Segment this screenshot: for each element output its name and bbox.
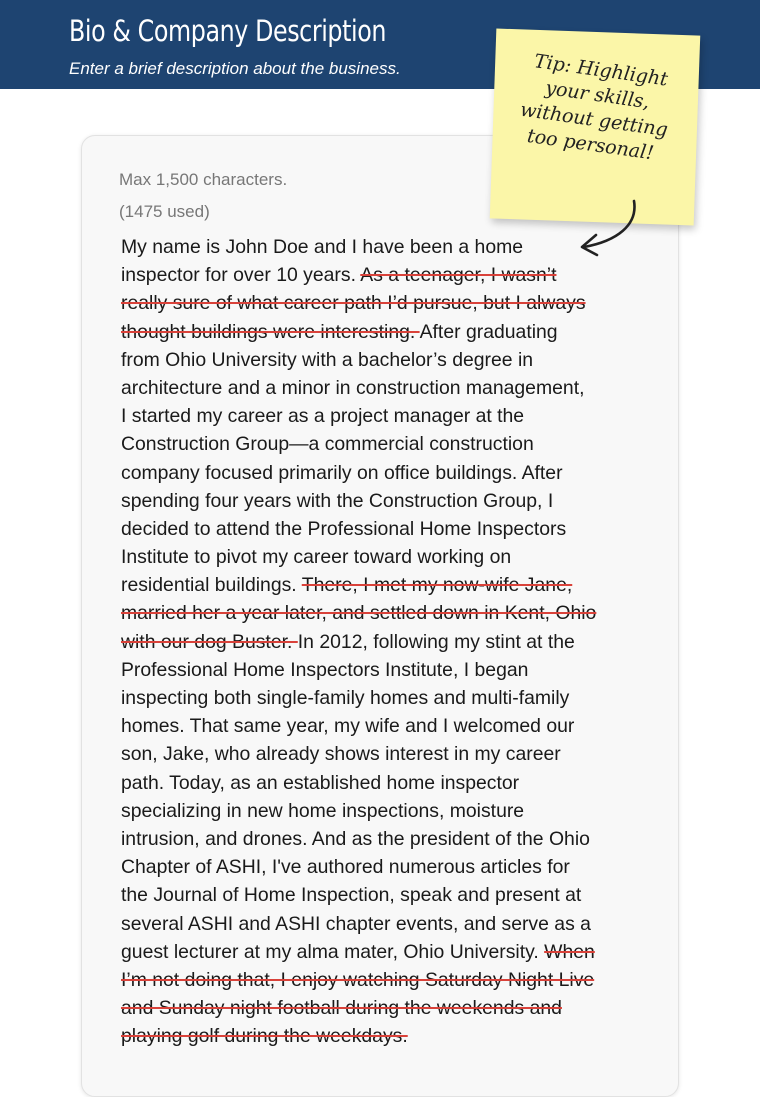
sticky-note-text: Tip: Highlight your skills, without getting too personal! [518,50,670,165]
struck-text: There, I met my now-wife Jane, [301,574,573,597]
bio-line [121,261,651,289]
bio-line [121,656,651,684]
bio-line [121,515,651,543]
struck-text: thought buildings were interesting. [121,320,420,343]
bio-text-segment: Professional Home Inspectors Institute, I began [121,658,529,681]
bio-line [121,459,651,487]
bio-text-segment: Institute to pivot my career toward working on [121,546,512,569]
page-subtitle: Enter a brief description about the business. [69,59,401,78]
bio-line [121,740,651,768]
bio-line [121,712,651,740]
bio-line [121,346,651,374]
curved-arrow-icon [572,195,652,260]
struck-text: with our dog Buster. [121,630,298,653]
bio-text-segment: residential buildings. [121,574,302,597]
bio-line [121,543,651,571]
bio-line [121,289,651,317]
bio-text-segment: company focused primarily on office buildings. After [121,461,563,484]
bio-text-segment: Chapter of ASHI, I've authored numerous articles for [121,856,570,879]
bio-text-segment: path. Today, as an established home inspector [121,771,520,794]
bio-text-segment: My name is John Doe and I have been a home [121,236,524,258]
bio-line [121,994,651,1022]
bio-text-segment: architecture and a minor in construction management, [121,376,585,399]
bio-text-segment: guest lecturer at my alma mater, Ohio University. [121,940,545,963]
bio-text-segment: son, Jake, who already shows interest in my career [121,743,561,766]
char-count-label: (1475 used) [119,202,210,221]
bio-line [121,910,651,938]
struck-text: married her a year later, and settled down in Kent, Ohio [121,602,597,625]
bio-text-segment: inspector for over 10 years. [121,264,361,287]
bio-text-segment: specializing in new home inspections, moisture [121,799,525,822]
bio-line [121,430,651,458]
bio-text-segment: homes. That same year, my wife and I welcomed our [121,715,575,738]
bio-text-segment: Construction Group—a commercial construction [121,433,534,456]
bio-text-segment: intrusion, and drones. And as the president of the Ohio [121,827,590,850]
bio-text-segment: several ASHI and ASHI chapter events, and serve as a [121,912,591,935]
struck-text: As a teenager, I wasn’t [360,264,557,287]
bio-line [121,628,651,656]
page-title: Bio & Company Description [69,14,387,48]
bio-text-segment: After graduating [419,320,558,343]
bio-line [121,825,651,853]
bio-line [121,966,651,994]
bio-line [121,487,651,515]
bio-text[interactable] [121,233,651,1050]
bio-line [121,684,651,712]
struck-text: I’m not doing that, I enjoy watching Saturday Night Live [121,968,595,991]
bio-line [121,318,651,346]
struck-text: playing golf during the weekdays. [121,1025,408,1048]
bio-text-segment: inspecting both single-family homes and multi-family [121,687,570,709]
struck-text: When [544,940,595,963]
bio-text-segment: from Ohio University with a bachelor’s degree in [121,348,534,371]
bio-line [121,769,651,797]
bio-line [121,599,651,627]
bio-line [121,938,651,966]
bio-line [121,374,651,402]
bio-line [121,1022,651,1050]
bio-text-segment: I started my career as a project manager at the [121,405,525,428]
bio-line [121,853,651,881]
struck-text: and Sunday night football during the weekends and [121,997,562,1020]
bio-text-segment: In 2012, following my stint at the [297,630,575,653]
bio-line [121,881,651,909]
bio-line [121,402,651,430]
bio-line [121,797,651,825]
bio-text-segment: decided to attend the Professional Home Inspectors [121,517,567,540]
bio-line [121,571,651,599]
char-limit-label: Max 1,500 characters. [119,170,288,189]
struck-text: really sure of what career path I’d pursue, but I always [121,292,586,315]
bio-text-segment: the Journal of Home Inspection, speak and present at [121,884,582,907]
bio-text-segment: spending four years with the Construction Group, I [121,489,554,512]
